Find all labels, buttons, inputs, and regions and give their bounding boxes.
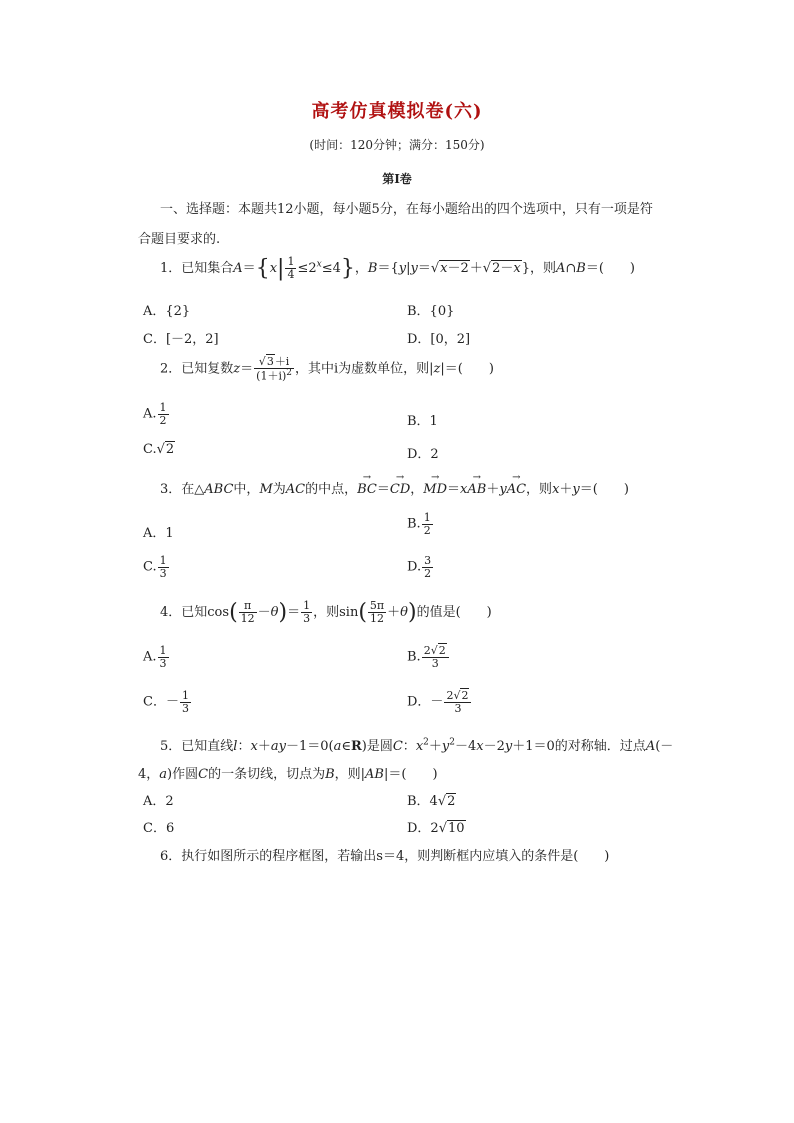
q3-option-c: C. $\frac{1}{3}$ bbox=[143, 554, 167, 580]
question-4: 4．已知cos( $\frac{\pi}{12}$ －θ)＝ $\frac{1}{3}$ ，则sin( $\frac{5\pi}{12}$ ＋θ)的值是( ) bbox=[160, 599, 492, 625]
q3-option-a: A．1 bbox=[143, 526, 174, 541]
q1-option-d: D．[0，2] bbox=[407, 332, 471, 347]
question-1: 1．已知集合A＝{x| $\frac{1}{4}$ $\le 2^x\le 4$}，B＝{y|y＝√x－2＋√2－x}，则A∩B＝( ) bbox=[160, 255, 636, 281]
section-instructions-line-2: 合题目要求的. bbox=[138, 232, 221, 247]
page-title: 高考仿真模拟卷(六) bbox=[311, 101, 483, 122]
q4-option-d: D．－ $\frac{2√2}{3}$ bbox=[407, 690, 472, 714]
q2-option-d: D．2 bbox=[407, 447, 439, 462]
q2-option-b: B．1 bbox=[407, 414, 438, 429]
question-5-line-2: 4，a)作圆C的一条切线，切点为B，则|AB|＝( ) bbox=[138, 767, 438, 782]
exam-info: (时间：120分钟；满分：150分) bbox=[309, 138, 485, 152]
q5-option-c: C．6 bbox=[143, 821, 175, 836]
q5-option-a: A．2 bbox=[143, 794, 174, 809]
question-3: 3．在△ABC中，M为AC的中点，→ BC＝→ CD，→ MD＝x→ AB＋y→ AC，则x＋y＝( ) bbox=[160, 478, 629, 497]
question-5-line-1: 5．已知直线l：x＋ay－1＝0(a∈R)是圆C：$x^2+y^2-4x-2y+1=0$的对称轴．过点A(－ bbox=[160, 737, 674, 754]
question-6: 6．执行如图所示的程序框图，若输出s＝4，则判断框内应填入的条件是( ) bbox=[160, 849, 610, 864]
volume-heading: 第Ⅰ卷 bbox=[382, 172, 412, 186]
q2-option-a: A. $\frac{1}{2}$ bbox=[143, 401, 167, 427]
q3-option-d: D. $\frac{3}{2}$ bbox=[407, 554, 432, 580]
section-instructions-line-1: 一、选择题：本题共12小题，每小题5分，在每小题给出的四个选项中，只有一项是符 bbox=[160, 202, 653, 217]
q2-option-c: C.√2 bbox=[143, 442, 175, 457]
q4-option-c: C．－ $\frac{1}{3}$ bbox=[143, 689, 189, 715]
q4-option-b: B. $\frac{2√2}{3}$ bbox=[407, 645, 450, 669]
q5-option-b: B．4√2 bbox=[407, 794, 456, 809]
q5-option-d: D．2√10 bbox=[407, 821, 465, 836]
q1-option-c: C．[－2，2] bbox=[143, 332, 219, 347]
question-2: 2．已知复数z＝ $\frac{√3+i}{(1+i)^2}$ ，其中i为虚数单位，则|z|＝( ) bbox=[160, 355, 494, 383]
q1-option-a: A．{2} bbox=[143, 304, 191, 319]
q4-option-a: A. $\frac{1}{3}$ bbox=[143, 644, 167, 670]
q1-option-b: B．{0} bbox=[407, 304, 455, 319]
q3-option-b: B. $\frac{1}{2}$ bbox=[407, 511, 431, 537]
